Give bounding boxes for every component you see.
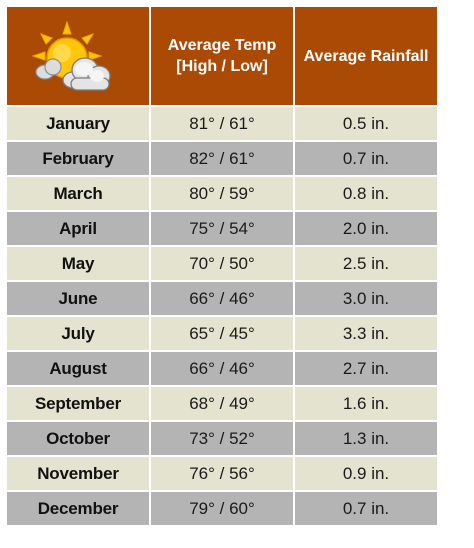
month-cell: July [7, 317, 149, 350]
temp-cell: 65° / 45° [151, 317, 293, 350]
table-row [7, 212, 437, 245]
temp-cell: 75° / 54° [151, 212, 293, 245]
table-row [7, 352, 437, 385]
rainfall-header-label: Average Rainfall [303, 47, 429, 65]
month-cell: August [7, 352, 149, 385]
rain-cell: 1.3 in. [295, 422, 437, 455]
table-row [7, 387, 437, 420]
rain-cell: 3.0 in. [295, 282, 437, 315]
table-row [7, 247, 437, 280]
rain-cell: 0.7 in. [295, 492, 437, 525]
month-cell: February [7, 142, 149, 175]
rain-cell: 0.9 in. [295, 457, 437, 490]
rain-cell: 3.3 in. [295, 317, 437, 350]
temp-cell: 82° / 61° [151, 142, 293, 175]
temp-cell: 66° / 46° [151, 282, 293, 315]
month-cell: June [7, 282, 149, 315]
temp-cell: 79° / 60° [151, 492, 293, 525]
rain-cell: 0.7 in. [295, 142, 437, 175]
temp-cell: 80° / 59° [151, 177, 293, 210]
rain-cell: 1.6 in. [295, 387, 437, 420]
rain-cell: 2.7 in. [295, 352, 437, 385]
month-cell: January [7, 107, 149, 140]
month-cell: October [7, 422, 149, 455]
temp-header-line2: [High / Low] [176, 58, 268, 75]
table-row [7, 492, 437, 525]
table-row [7, 282, 437, 315]
header-row [7, 7, 437, 105]
table-row [7, 142, 437, 175]
table-row [7, 422, 437, 455]
table-row [7, 457, 437, 490]
rain-cell: 0.5 in. [295, 107, 437, 140]
temp-cell: 73° / 52° [151, 422, 293, 455]
table-row [7, 317, 437, 350]
temp-header-line1: Average Temp [167, 37, 277, 54]
temp-cell: 76° / 56° [151, 457, 293, 490]
month-cell: September [7, 387, 149, 420]
table-row [7, 177, 437, 210]
temp-cell: 70° / 50° [151, 247, 293, 280]
climate-table [5, 5, 439, 527]
temp-cell: 66° / 46° [151, 352, 293, 385]
temp-cell: 68° / 49° [151, 387, 293, 420]
rainfall-column-header [295, 7, 437, 105]
rain-cell: 0.8 in. [295, 177, 437, 210]
header-icon-cell [7, 7, 149, 105]
month-cell: April [7, 212, 149, 245]
temp-column-header [151, 7, 293, 105]
month-cell: November [7, 457, 149, 490]
month-cell: March [7, 177, 149, 210]
month-cell: May [7, 247, 149, 280]
month-cell: December [7, 492, 149, 525]
rain-cell: 2.5 in. [295, 247, 437, 280]
partly-cloudy-icon [31, 18, 115, 98]
table-row [7, 107, 437, 140]
rain-cell: 2.0 in. [295, 212, 437, 245]
temp-cell: 81° / 61° [151, 107, 293, 140]
